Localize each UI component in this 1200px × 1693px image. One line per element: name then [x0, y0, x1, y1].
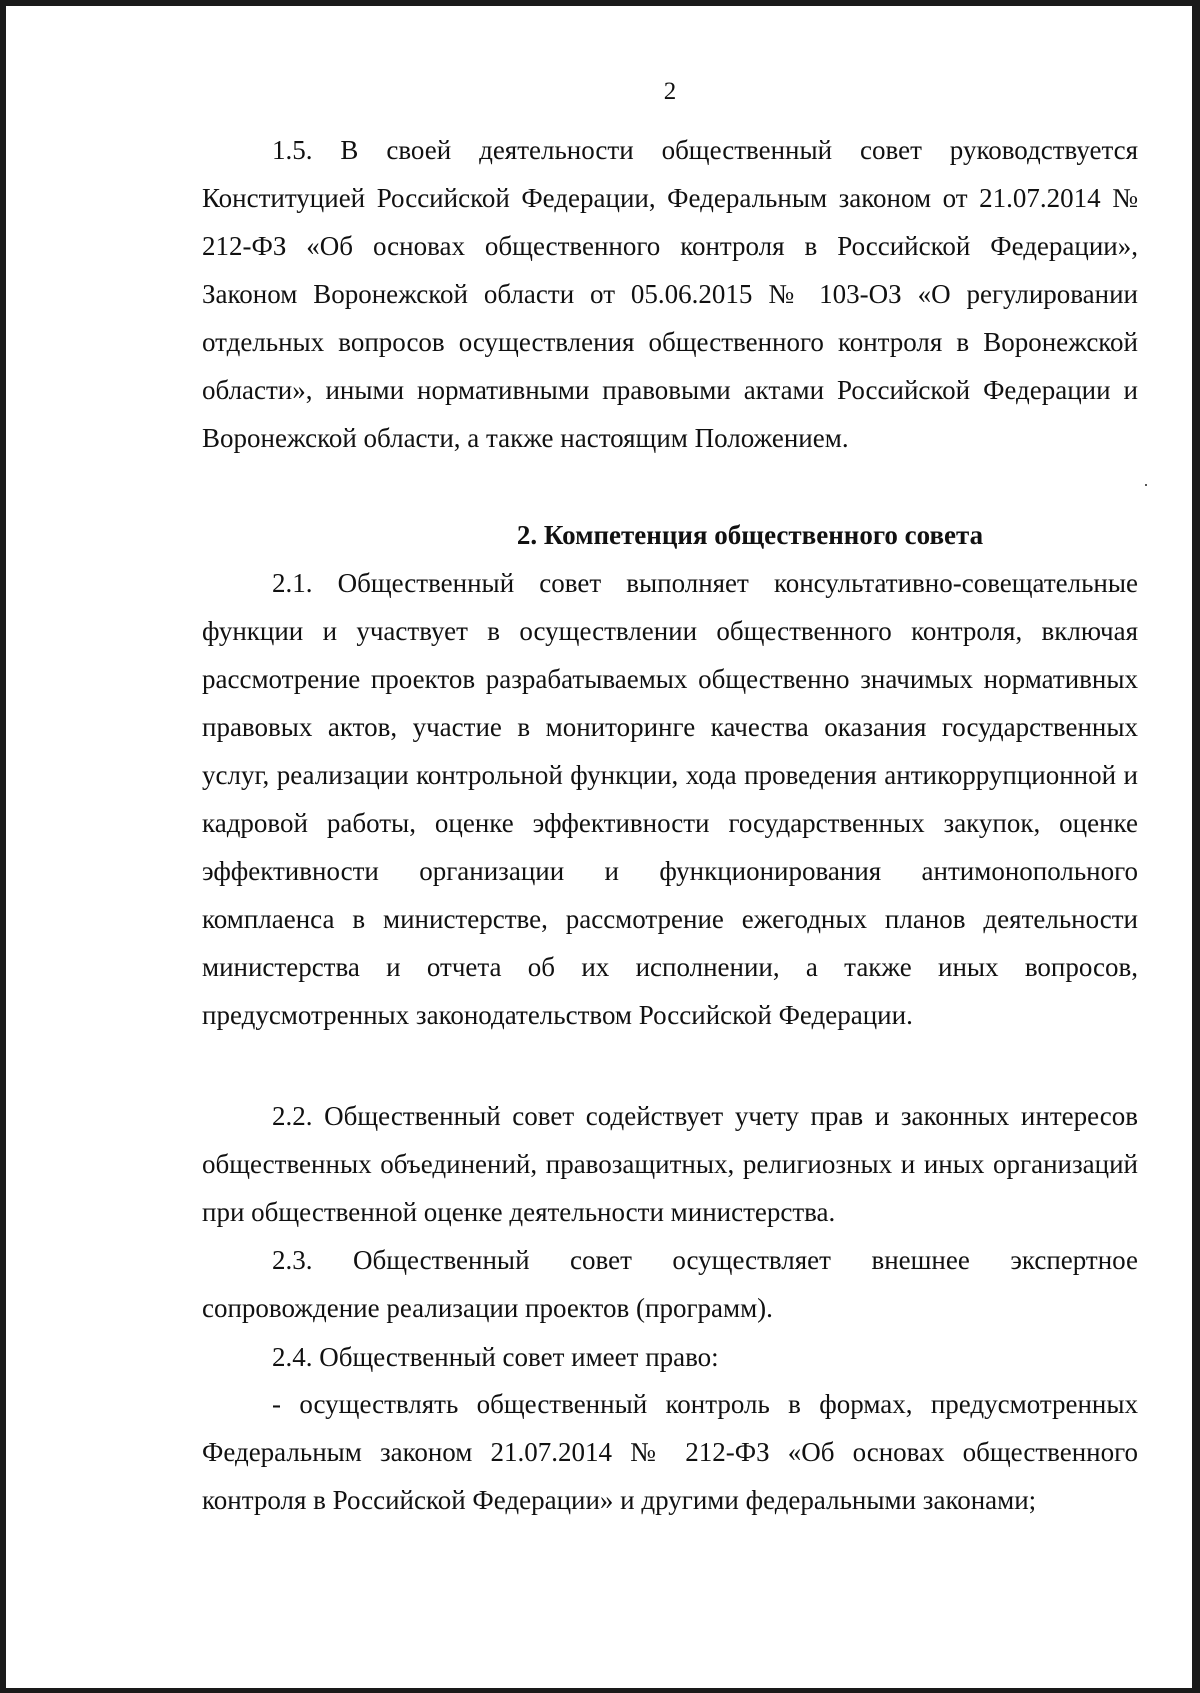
section-2-heading: 2. Компетенция общественного совета: [516, 520, 984, 550]
paragraph-2-4-item-1: - осуществлять общественный контроль в формах, предусмотренных Федеральным законом 21.07.2014 № 212-ФЗ «Об основах общественного контроля в Российской Федерации» и другими федеральными законами;: [202, 1389, 1138, 1515]
paragraph-1-5: 1.5. В своей деятельности общественный совет руководствуется Конституцией Российской Федерации, Федеральным законом от 21.07.2014 № 212-ФЗ «Об основах общественного контроля в Российской Федерации», Законом Воронежской области от 05.06.2015 № 103-ОЗ «О регулировании отдельных вопросов осуществления общественного контроля в Воронежской области», иными нормативными правовыми актами Российской Федерации и Воронежской области, а также настоящим Положением.: [202, 135, 1138, 453]
scan-speck: [1145, 484, 1147, 486]
page-number: 2: [663, 78, 677, 105]
paragraph-2-1: 2.1. Общественный совет выполняет консультативно-совещательные функции и участвует в осуществлении общественного контроля, включая рассмотрение проектов разрабатываемых общественно значимых нормативных правовых актов, участие в мониторинге качества оказания государственных услуг, реализации контрольной функции, хода проведения антикоррупционной и кадровой работы, оценке эффективности государственных закупок, оценке эффективности организации и функционирования антимонопольного комплаенса в министерстве, рассмотрение ежегодных планов деятельности министерства и отчета об их исполнении, а также иных вопросов, предусмотренных законодательством Российской Федерации.: [202, 568, 1138, 1030]
paragraph-2-2: 2.2. Общественный совет содействует учету прав и законных интересов общественных объединений, правозащитных, религиозных и иных организаций при общественной оценке деятельности министерства.: [202, 1101, 1138, 1227]
paragraph-2-3: 2.3. Общественный совет осуществляет внешнее экспертное сопровождение реализации проектов (программ).: [202, 1245, 1138, 1323]
paragraph-2-4: 2.4. Общественный совет имеет право:: [272, 1342, 719, 1372]
